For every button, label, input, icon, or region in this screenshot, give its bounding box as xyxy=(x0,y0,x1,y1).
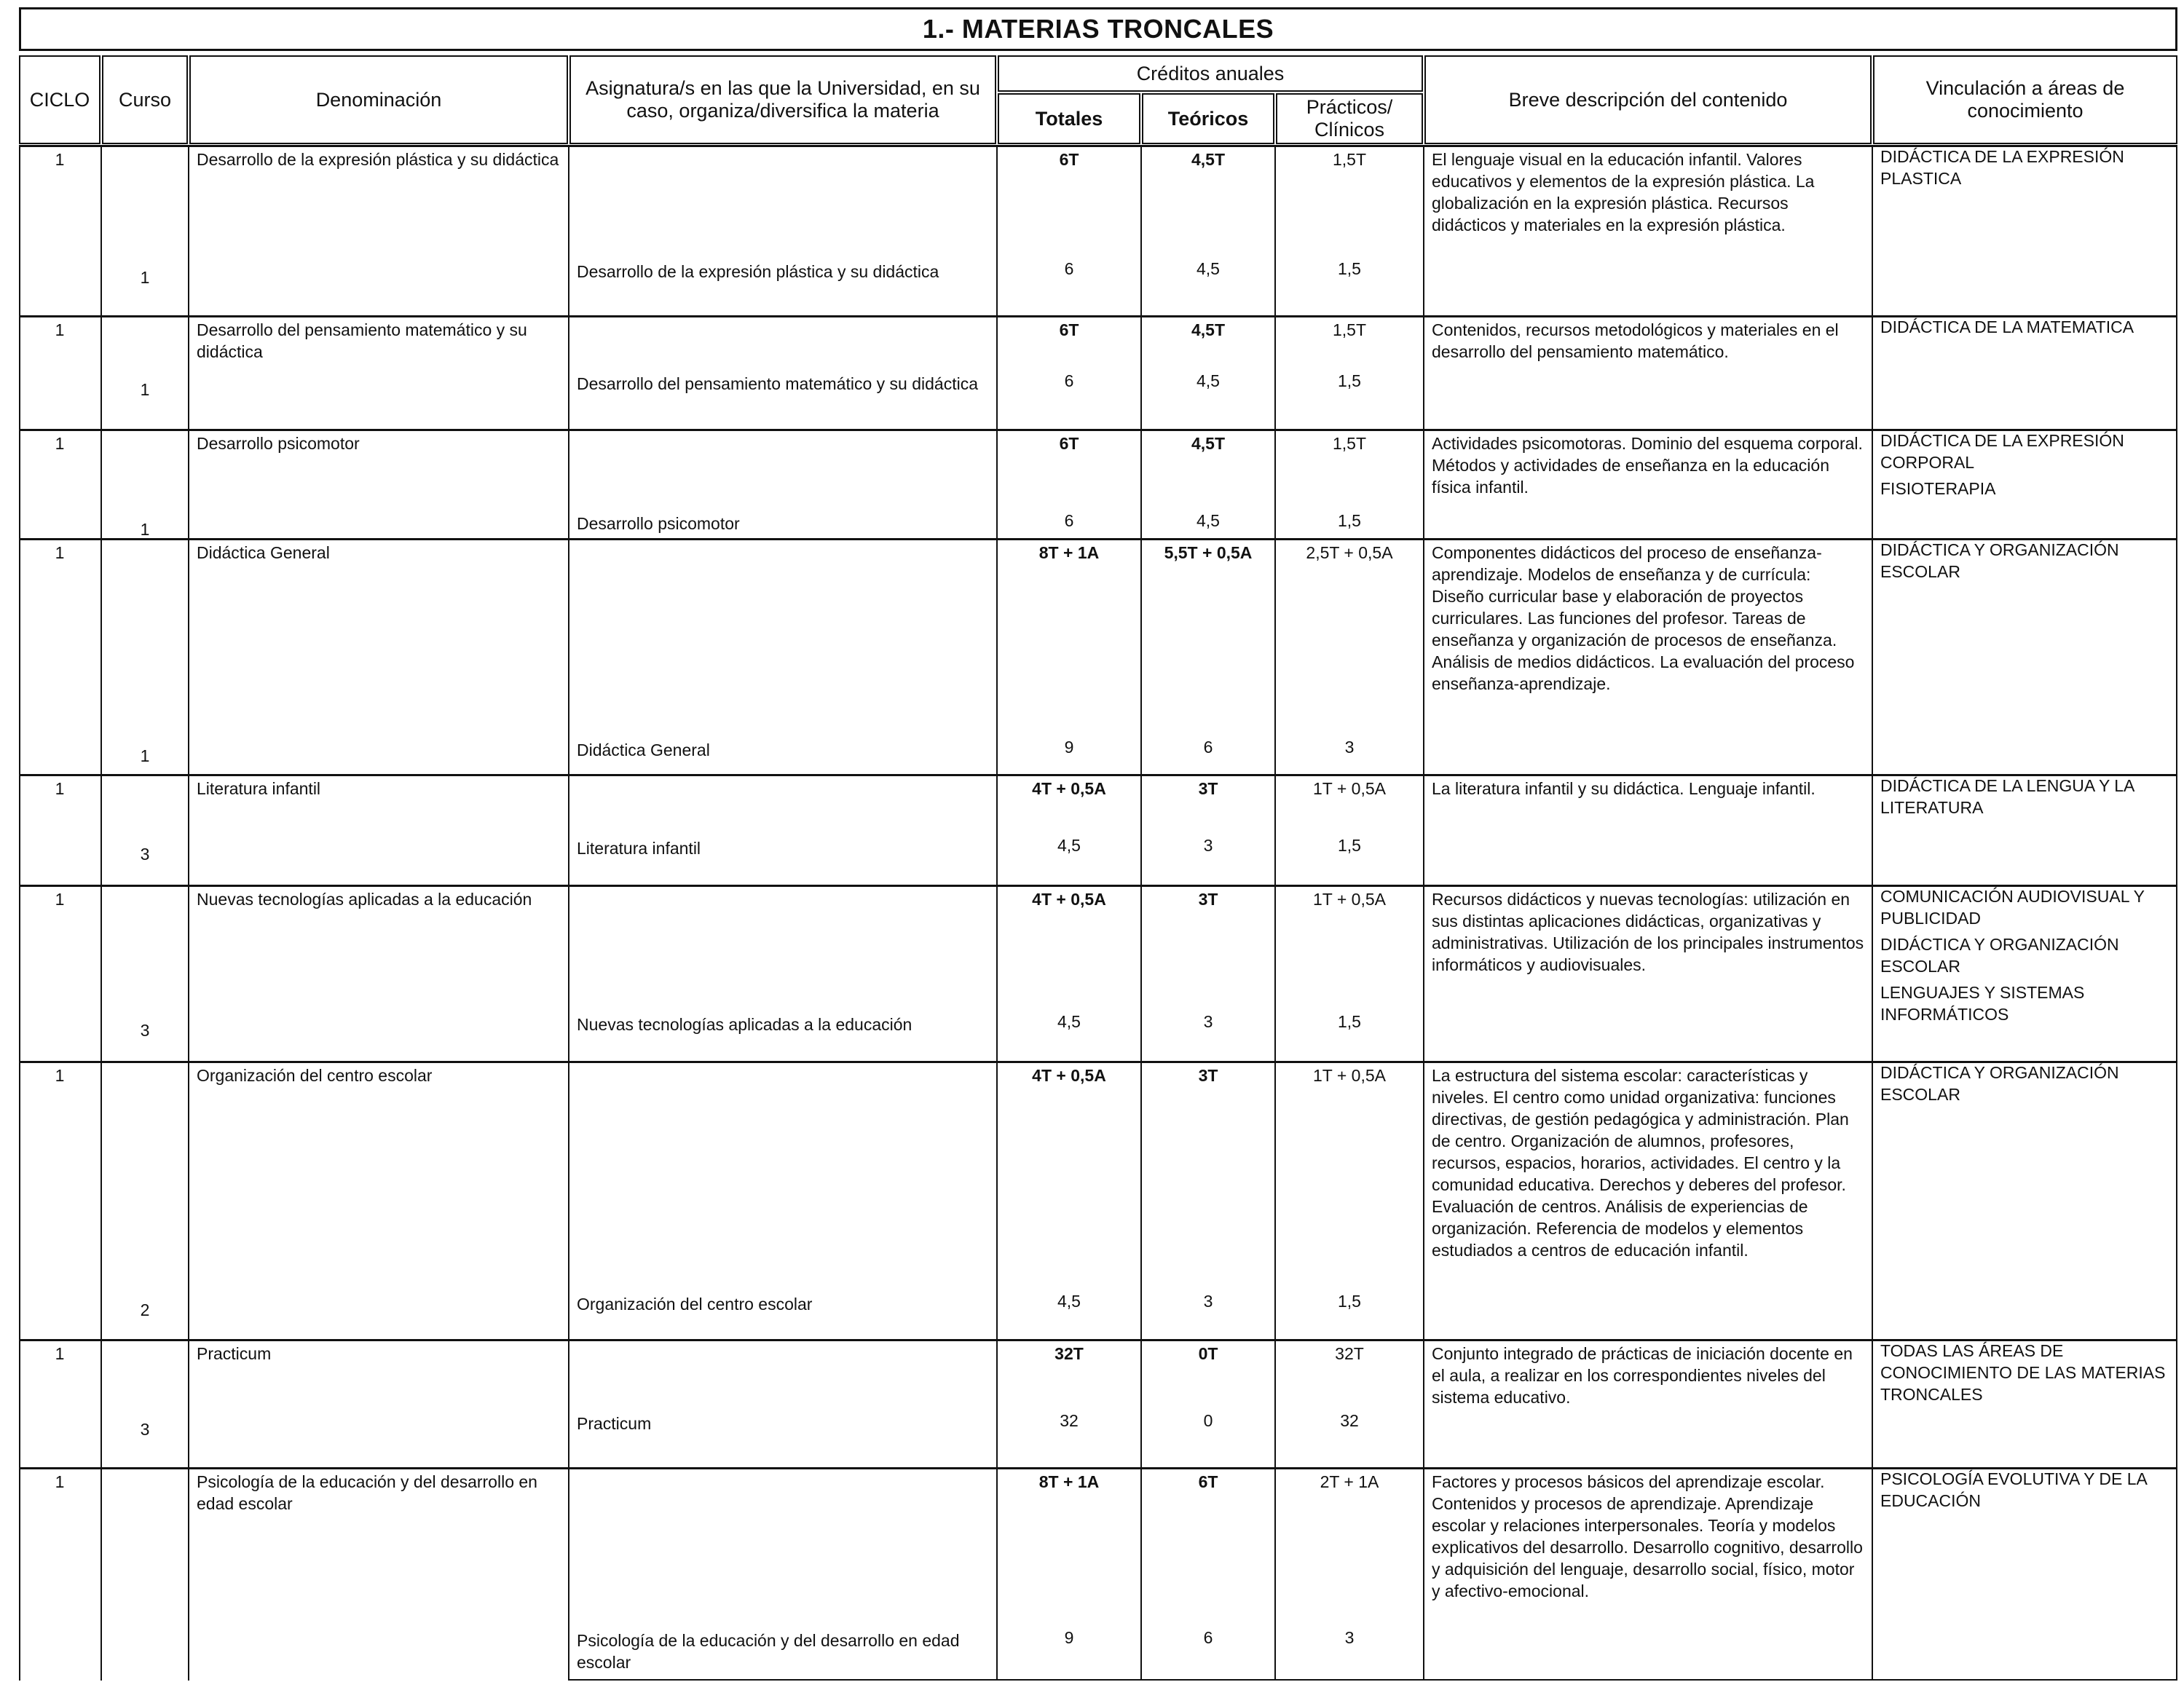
asignatura-curso: 1 xyxy=(140,520,150,539)
asignatura-creditos-practicos: 1,5 xyxy=(1338,371,1361,390)
materia-creditos-totales: 4T + 0,5A xyxy=(1032,890,1106,909)
asignatura-creditos-practicos: 3 xyxy=(1344,738,1355,757)
materia-creditos-teoricos: 4,5T xyxy=(1191,320,1226,339)
asignatura-creditos-practicos: 32 xyxy=(1340,1411,1359,1430)
asignatura-curso: 3 xyxy=(140,1021,150,1040)
asignatura-creditos-totales: 4,5 xyxy=(1057,1292,1081,1311)
row-separator xyxy=(19,315,2177,317)
materia-creditos-practicos: 2,5T + 0,5A xyxy=(1306,543,1393,562)
asignatura-curso: 2 xyxy=(140,1300,150,1319)
area-conocimiento: DIDÁCTICA DE LA EXPRESIÓN PLASTICA xyxy=(1880,147,2124,188)
column-line xyxy=(188,146,189,1681)
asignatura-creditos-teoricos: 6 xyxy=(1203,1628,1213,1647)
materia-denominacion: Psicología de la educación y del desarrollo en edad escolar xyxy=(197,1472,537,1513)
area-conocimiento: LENGUAJES Y SISTEMAS INFORMÁTICOS xyxy=(1880,983,2085,1024)
materia-creditos-practicos: 1,5T xyxy=(1332,150,1367,169)
materia-creditos-teoricos: 3T xyxy=(1198,1066,1218,1085)
asignatura-curso: 1 xyxy=(140,268,150,287)
header-teoricos: Teóricos xyxy=(1142,93,1274,144)
asignatura-creditos-totales: 32 xyxy=(1060,1411,1079,1430)
asignatura-creditos-totales: 4,5 xyxy=(1057,1012,1081,1031)
area-conocimiento: DIDÁCTICA DE LA EXPRESIÓN CORPORAL xyxy=(1880,431,2124,472)
materia-denominacion: Practicum xyxy=(197,1344,272,1363)
asignatura-creditos-totales: 9 xyxy=(1064,738,1074,757)
materia-areas xyxy=(1880,1468,2170,1516)
table-title: 1.- MATERIAS TRONCALES xyxy=(922,14,1274,44)
materia-denominacion: Literatura infantil xyxy=(197,779,321,798)
materia-areas xyxy=(1880,430,2170,504)
asignatura-creditos-teoricos: 4,5 xyxy=(1197,371,1220,390)
asignatura-nombre: Organización del centro escolar xyxy=(577,1295,813,1314)
materia-creditos-teoricos: 0T xyxy=(1198,1344,1218,1363)
materia-creditos-teoricos: 4,5T xyxy=(1191,434,1226,453)
materia-denominacion: Desarrollo de la expresión plástica y su didáctica xyxy=(197,150,559,169)
row-separator xyxy=(19,1467,2177,1469)
materia-ciclo: 1 xyxy=(55,150,65,169)
row-separator xyxy=(19,429,2177,431)
row-separator xyxy=(19,145,2177,147)
materia-creditos-totales: 4T + 0,5A xyxy=(1032,1066,1106,1085)
materia-creditos-practicos: 2T + 1A xyxy=(1320,1472,1379,1491)
materia-creditos-teoricos: 5,5T + 0,5A xyxy=(1164,543,1253,562)
area-conocimiento: DIDÁCTICA Y ORGANIZACIÓN ESCOLAR xyxy=(1880,1063,2119,1104)
materia-creditos-teoricos: 3T xyxy=(1198,890,1218,909)
header-denominacion: Denominación xyxy=(189,55,568,144)
column-line xyxy=(1274,146,1276,1681)
asignatura-nombre: Desarrollo psicomotor xyxy=(577,514,740,533)
materia-descripcion: Componentes didácticos del proceso de enseñanza-aprendizaje. Modelos de enseñanza y de currícula: Diseño curricular base y elaboración de proyectos curriculares. Las funciones del profesor. Tareas de enseñanza y organización de procesos de enseñanza. Análisis de medios didácticos. La evaluación del proceso enseñanza-aprendizaje. xyxy=(1432,543,1855,693)
area-conocimiento: DIDÁCTICA DE LA LENGUA Y LA LITERATURA xyxy=(1880,776,2134,817)
materia-areas xyxy=(1880,146,2170,194)
materia-creditos-totales: 8T + 1A xyxy=(1038,1472,1100,1491)
materia-denominacion: Desarrollo psicomotor xyxy=(197,434,360,453)
asignatura-nombre: Practicum xyxy=(577,1414,652,1433)
materia-ciclo: 1 xyxy=(55,543,65,562)
materia-ciclo: 1 xyxy=(55,434,65,453)
area-conocimiento: DIDÁCTICA Y ORGANIZACIÓN ESCOLAR xyxy=(1880,935,2119,976)
materia-areas xyxy=(1880,885,2170,1030)
materia-creditos-practicos: 1T + 0,5A xyxy=(1313,890,1386,909)
asignatura-curso: 1 xyxy=(140,746,150,765)
column-line xyxy=(996,146,998,1681)
column-line xyxy=(100,146,102,1681)
header-curso: Curso xyxy=(102,55,188,144)
header-practicos: Prácticos/ Clínicos xyxy=(1276,93,1423,144)
materia-denominacion: Organización del centro escolar xyxy=(197,1066,433,1085)
asignatura-creditos-practicos: 3 xyxy=(1344,1628,1355,1647)
materia-creditos-totales: 6T xyxy=(1059,434,1079,453)
materia-descripcion: Actividades psicomotoras. Dominio del esquema corporal. Métodos y actividades de enseñanza en la educación física infantil. xyxy=(1432,434,1863,497)
asignatura-creditos-totales: 4,5 xyxy=(1057,836,1081,855)
column-line xyxy=(19,146,20,1681)
asignatura-creditos-teoricos: 4,5 xyxy=(1197,259,1220,278)
asignatura-creditos-teoricos: 3 xyxy=(1203,1012,1213,1031)
materia-areas xyxy=(1880,1340,2170,1410)
header-descripcion: Breve descripción del contenido xyxy=(1424,55,1872,144)
asignatura-nombre: Literatura infantil xyxy=(577,839,701,858)
table-bottom-border xyxy=(568,1679,2177,1681)
area-conocimiento: DIDÁCTICA Y ORGANIZACIÓN ESCOLAR xyxy=(1880,540,2119,581)
materia-creditos-teoricos: 3T xyxy=(1198,779,1218,798)
materia-creditos-totales: 6T xyxy=(1059,150,1079,169)
materia-ciclo: 1 xyxy=(55,779,65,798)
materia-descripcion: Conjunto integrado de prácticas de iniciación docente en el aula, a realizar en los correspondientes niveles del sistema educativo. xyxy=(1432,1344,1853,1407)
materia-areas xyxy=(1880,1062,2170,1110)
materia-creditos-totales: 8T + 1A xyxy=(1038,543,1100,562)
area-conocimiento: DIDÁCTICA DE LA MATEMATICA xyxy=(1880,317,2134,336)
asignatura-nombre: Desarrollo del pensamiento matemático y su didáctica xyxy=(577,374,978,393)
materia-ciclo: 1 xyxy=(55,320,65,339)
materia-creditos-totales: 6T xyxy=(1059,320,1079,339)
materia-creditos-teoricos: 6T xyxy=(1198,1472,1218,1491)
area-conocimiento: TODAS LAS ÁREAS DE CONOCIMIENTO DE LAS MATERIAS TRONCALES xyxy=(1880,1341,2166,1404)
asignatura-creditos-totales: 9 xyxy=(1064,1628,1074,1647)
materia-areas xyxy=(1880,775,2170,823)
materia-creditos-practicos: 1T + 0,5A xyxy=(1313,779,1386,798)
materia-descripcion: Recursos didácticos y nuevas tecnologías: utilización en sus distintas aplicaciones didácticas, organizativas y administrativas. Utilización de los principales instrumentos informáticos y audiovisuales. xyxy=(1432,890,1864,974)
area-conocimiento: COMUNICACIÓN AUDIOVISUAL Y PUBLICIDAD xyxy=(1880,887,2145,928)
column-line xyxy=(1423,146,1424,1681)
row-separator xyxy=(19,1339,2177,1341)
materia-creditos-practicos: 1,5T xyxy=(1332,434,1367,453)
header-ciclo: CICLO xyxy=(19,55,100,144)
materia-denominacion: Didáctica General xyxy=(197,543,330,562)
materia-creditos-teoricos: 4,5T xyxy=(1191,150,1226,169)
materia-ciclo: 1 xyxy=(55,1472,65,1491)
area-conocimiento: FISIOTERAPIA xyxy=(1880,479,1996,498)
asignatura-creditos-totales: 6 xyxy=(1064,511,1074,530)
materia-creditos-practicos: 32T xyxy=(1335,1344,1364,1363)
row-separator xyxy=(19,885,2177,887)
asignatura-creditos-practicos: 1,5 xyxy=(1338,511,1361,530)
materia-creditos-totales: 4T + 0,5A xyxy=(1032,779,1106,798)
materia-areas xyxy=(1880,316,2170,342)
materia-ciclo: 1 xyxy=(55,1344,65,1363)
asignatura-creditos-teoricos: 0 xyxy=(1203,1411,1213,1430)
materia-descripcion: El lenguaje visual en la educación infantil. Valores educativos y elementos de la expresión plástica. La globalización en la expresión plástica. Recursos didácticos y materiales en la expresión plástica. xyxy=(1432,150,1815,234)
materias-troncales-table xyxy=(19,7,2177,1682)
column-line xyxy=(1872,146,1873,1681)
materia-denominacion: Desarrollo del pensamiento matemático y su didáctica xyxy=(197,320,527,361)
header-totales: Totales xyxy=(998,93,1140,144)
materia-ciclo: 1 xyxy=(55,1066,65,1085)
materia-descripcion: La literatura infantil y su didáctica. Lenguaje infantil. xyxy=(1432,779,1816,798)
asignatura-creditos-teoricos: 3 xyxy=(1203,1292,1213,1311)
header-creditos-anuales: Créditos anuales xyxy=(998,55,1423,92)
asignatura-creditos-practicos: 1,5 xyxy=(1338,259,1361,278)
asignatura-nombre: Desarrollo de la expresión plástica y su didáctica xyxy=(577,262,939,281)
materia-descripcion: La estructura del sistema escolar: características y niveles. El centro como unidad organizativa: funciones directivas, de gestión pedagógica y administración. Plan de centro. Organización de alumnos, profesores, recursos, espacios, horarios, actividades. El centro y la comunidad educativa. Derechos y deberes del profesor. Evaluación de centros. Análisis de experiencias de organización. Referencia de modelos y elementos estudiados a centros de educación infantil. xyxy=(1432,1066,1849,1260)
row-separator xyxy=(19,538,2177,540)
asignatura-curso: 1 xyxy=(140,380,150,399)
table-title-box xyxy=(19,7,2177,51)
materia-ciclo: 1 xyxy=(55,890,65,909)
column-line xyxy=(2176,146,2177,1681)
materia-creditos-practicos: 1T + 0,5A xyxy=(1313,1066,1386,1085)
materia-creditos-totales: 32T xyxy=(1054,1344,1084,1363)
asignatura-nombre: Nuevas tecnologías aplicadas a la educación xyxy=(577,1015,912,1034)
column-line xyxy=(568,146,569,1681)
asignatura-creditos-practicos: 1,5 xyxy=(1338,836,1361,855)
asignatura-creditos-practicos: 1,5 xyxy=(1338,1292,1361,1311)
asignatura-creditos-teoricos: 6 xyxy=(1203,738,1213,757)
column-line xyxy=(1140,146,1142,1681)
row-separator xyxy=(19,774,2177,776)
asignatura-creditos-teoricos: 3 xyxy=(1203,836,1213,855)
row-separator xyxy=(19,1061,2177,1063)
materia-areas xyxy=(1880,539,2170,587)
area-conocimiento: PSICOLOGÍA EVOLUTIVA Y DE LA EDUCACIÓN xyxy=(1880,1469,2147,1510)
asignatura-nombre: Didáctica General xyxy=(577,741,710,759)
asignatura-creditos-teoricos: 4,5 xyxy=(1197,511,1220,530)
asignatura-curso: 3 xyxy=(140,845,150,864)
asignatura-nombre: Psicología de la educación y del desarrollo en edad escolar xyxy=(577,1631,960,1672)
asignatura-creditos-totales: 6 xyxy=(1064,259,1074,278)
asignatura-creditos-practicos: 1,5 xyxy=(1338,1012,1361,1031)
asignatura-creditos-totales: 6 xyxy=(1064,371,1074,390)
header-vinculacion: Vinculación a áreas de conocimiento xyxy=(1873,55,2177,144)
materia-descripcion: Factores y procesos básicos del aprendizaje escolar. Contenidos y procesos de aprendizaje. Aprendizaje escolar y relaciones interpersonales. Teoría y modelos explicativos del desarrollo. Desarrollo cognitivo, desarrollo y adquisición del lenguaje, desarrollo social, físico, motor y afectivo-emocional. xyxy=(1432,1472,1863,1600)
materia-creditos-practicos: 1,5T xyxy=(1332,320,1367,339)
materia-descripcion: Contenidos, recursos metodológicos y materiales en el desarrollo del pensamiento matemático. xyxy=(1432,320,1839,361)
materia-denominacion: Nuevas tecnologías aplicadas a la educación xyxy=(197,890,532,909)
header-asignaturas: Asignatura/s en las que la Universidad, en su caso, organiza/diversifica la materia xyxy=(569,55,996,144)
asignatura-curso: 3 xyxy=(140,1420,150,1439)
